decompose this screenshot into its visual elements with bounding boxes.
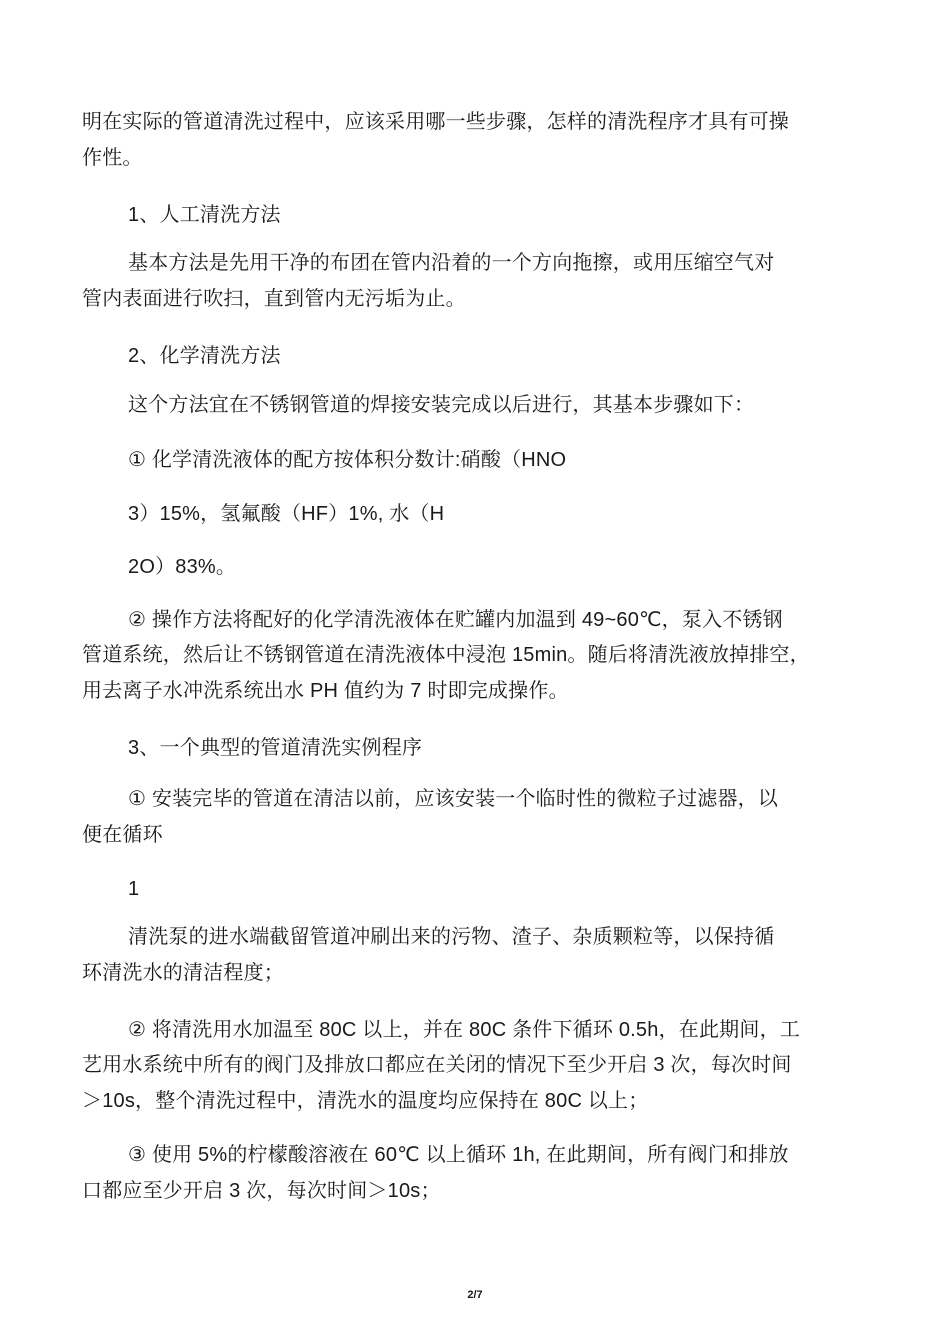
paragraph-line: 便在循环 [82, 824, 163, 846]
list-item-line: ① 化学清洗液体的配方按体积分数计:硝酸（HNO [128, 449, 567, 471]
page-number: 2/7 [467, 1289, 483, 1301]
section-heading: 2、化学清洗方法 [128, 345, 281, 367]
paragraph-line: 作性。 [82, 147, 143, 169]
list-item-line: ① 安装完毕的管道在清洁以前，应该安装一个临时性的微粒子过滤器，以 [128, 788, 779, 810]
list-item-line: ③ 使用 5%的柠檬酸溶液在 60℃ 以上循环 1h, 在此期间，所有阀门和排放 [128, 1144, 789, 1166]
paragraph-line: 管道系统，然后让不锈钢管道在清洗液体中浸泡 15min。随后将清洗液放掉排空， [82, 644, 810, 666]
paragraph-line: 基本方法是先用干净的布团在管内沿着的一个方向拖擦，或用压缩空气对 [128, 252, 775, 274]
section-heading: 1、人工清洗方法 [128, 204, 281, 226]
paragraph-line: 管内表面进行吹扫，直到管内无污垢为止。 [82, 288, 466, 310]
list-item-line: ② 操作方法将配好的化学清洗液体在贮罐内加温到 49~60℃，泵入不锈钢 [128, 609, 783, 631]
paragraph-line: 环清洗水的清洁程度； [82, 962, 284, 984]
paragraph-line: 清洗泵的进水端截留管道冲刷出来的污物、渣子、杂质颗粒等，以保持循 [128, 926, 775, 948]
paragraph-line: 明在实际的管道清洗过程中，应该采用哪一些步骤，怎样的清洗程序才具有可操 [82, 111, 789, 133]
list-item-line: 2O）83%。 [128, 556, 237, 578]
inline-number: 1 [128, 878, 140, 900]
paragraph-line: 艺用水系统中所有的阀门及排放口都应在关闭的情况下至少开启 3 次，每次时间 [82, 1054, 792, 1076]
paragraph-line: 这个方法宜在不锈钢管道的焊接安装完成以后进行，其基本步骤如下： [128, 394, 755, 416]
paragraph-line: ＞10s，整个清洗过程中，清洗水的温度均应保持在 80C 以上； [82, 1090, 649, 1112]
list-item-line: 3）15%，氢氟酸（HF）1%, 水（H [128, 503, 445, 525]
list-item-line: ② 将清洗用水加温至 80C 以上，并在 80C 条件下循环 0.5h，在此期间，工 [128, 1019, 800, 1041]
section-heading: 3、一个典型的管道清洗实例程序 [128, 737, 423, 759]
paragraph-line: 口都应至少开启 3 次，每次时间＞10s； [82, 1180, 441, 1202]
paragraph-line: 用去离子水冲洗系统出水 PH 值约为 7 时即完成操作。 [82, 680, 569, 702]
